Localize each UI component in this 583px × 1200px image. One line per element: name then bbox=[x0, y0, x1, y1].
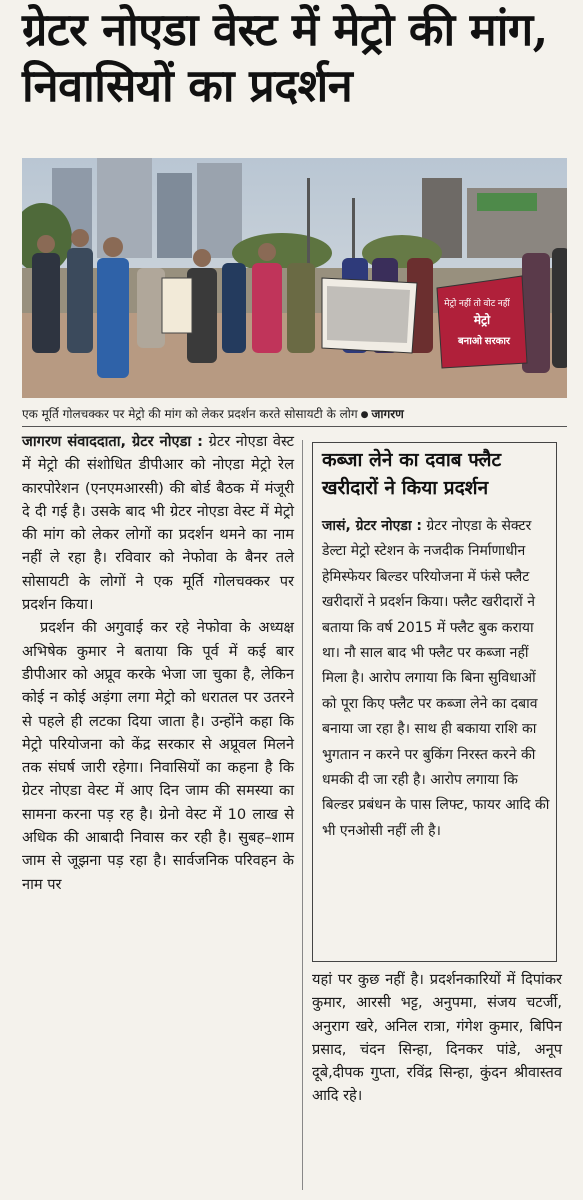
headline: ग्रेटर नोएडा वेस्ट में मेट्रो की मांग, निवासियों का प्रदर्शन bbox=[22, 3, 548, 112]
caption-text: एक मूर्ति गोलचक्कर पर मेट्रो की मांग को लेकर प्रदर्शन करते सोसायटी के लोग bbox=[22, 407, 358, 421]
photo-caption bbox=[22, 406, 567, 423]
caption-credit: जागरण bbox=[371, 407, 404, 421]
banner-slogan: मेट्रो नहीं तो वोट नहीं bbox=[444, 298, 510, 308]
main-story-para-2: प्रदर्शन की अगुवाई कर रहे नेफोवा के अध्यक्ष अभिषेक कुमार ने बताया कि पूर्व में कई बार डीपीआर को अप्रूव करके भेजा जा चुका है, लेकिन कोई न कोई अड़ंगा लगा मेट्रो को धरातल पर उतरने से पहले ही लटका दिया जाता है। उन्होंने कहा कि मेट्रो परियोजना को केंद्र सरकार से अप्रूवल मिलने तक संघर्ष जारी रहेगा। निवासियों का कहना है कि ग्रेटर नोएडा वेस्ट में आए दिन जाम की समस्या का सामना करना पड़ रह है। ग्रेनो वेस्ट में 10 लाख से अधिक की आबादी निवास कर रही है। सुबह–शाम जाम से जूझना पड़ रहा है। सार्वजनिक परिवहन के नाम पर bbox=[22, 619, 294, 893]
banner-text-sarkar: बनाओ सरकार bbox=[457, 336, 511, 347]
main-story-continuation: यहां पर कुछ नहीं है। प्रदर्शनकारियों में दिपांकर कुमार, आरसी भट्ट, अनुपमा, संजय चटर्जी, अनुराग खरे, अनिल रात्रा, गंगेश कुमार, बिपिन प्रसाद, चंदन सिन्हा, दिनकर पांडे, अनूप दूबे,दीपक गुप्ता, रविंद्र सिन्हा, कुंदन श्रीवास्तव आदि रहे। bbox=[312, 971, 562, 1105]
sidebar-story-title: कब्जा लेने का दवाब फ्लैट खरीदारों ने किया प्रदर्शन bbox=[322, 449, 502, 499]
caption-bullet: ● bbox=[360, 410, 369, 420]
main-story-column-1 bbox=[22, 430, 294, 896]
banner-text-metro: मेट्रो bbox=[473, 313, 491, 327]
column-divider bbox=[302, 440, 303, 1190]
main-story-para-1-text: ग्रेटर नोएडा वेस्ट में मेट्रो की संशोधित डीपीआर को नोएडा मेट्रो रेल कारपोरेशन (एनएमआरसी) की बोर्ड बैठक में मंजूरी दे दी गई है। उसके बाद भी ग्रेटर नोएडा वेस्ट में मेट्रो की मांग को लेकर लोगों का प्रदर्शन थमने का नाम नहीं ले रहा है। रविवार को नेफोवा के बैनर तले सोसायटी के लोगों ने एक मूर्ति गोलचक्कर पर प्रदर्शन किया। bbox=[22, 433, 294, 614]
main-story-para-1 bbox=[22, 430, 294, 616]
protest-photo bbox=[22, 158, 567, 398]
main-story-column-2 bbox=[312, 968, 562, 1108]
main-story-byline: जागरण संवाददाता, ग्रेटर नोएडा : bbox=[22, 433, 204, 450]
sidebar-story-byline: जासं, ग्रेटर नोएडा : bbox=[322, 518, 422, 534]
caption-divider bbox=[22, 426, 567, 427]
sidebar-story-body-text: ग्रेटर नोएडा के सेक्टर डेल्टा मेट्रो स्टेशन के नजदीक निर्माणाधीन हेमिस्फेयर बिल्डर परियोजना में फंसे फ्लैट खरीदारों ने प्रदर्शन किया। फ्लैट खरीदारों ने बताया कि वर्ष 2015 में फ्लैट बुक कराया था। नौ साल बाद भी फ्लैट पर कब्जा नहीं मिला है। आरोप लगाया कि बिना सुविधाओं को पूरा किए फ्लैट पर कब्जा लेने का दबाव बनाया जा रहा है। साथ ही बकाया राशि का भुगतान न करने पर बुकिंग निरस्त करने की धमकी दी जा रही है। आरोप लगाया कि बिल्डर प्रबंधन के पास लिफ्ट, फायर आदि की भी एनओसी नहीं ली है। bbox=[322, 518, 550, 839]
sidebar-story-body bbox=[322, 514, 554, 844]
